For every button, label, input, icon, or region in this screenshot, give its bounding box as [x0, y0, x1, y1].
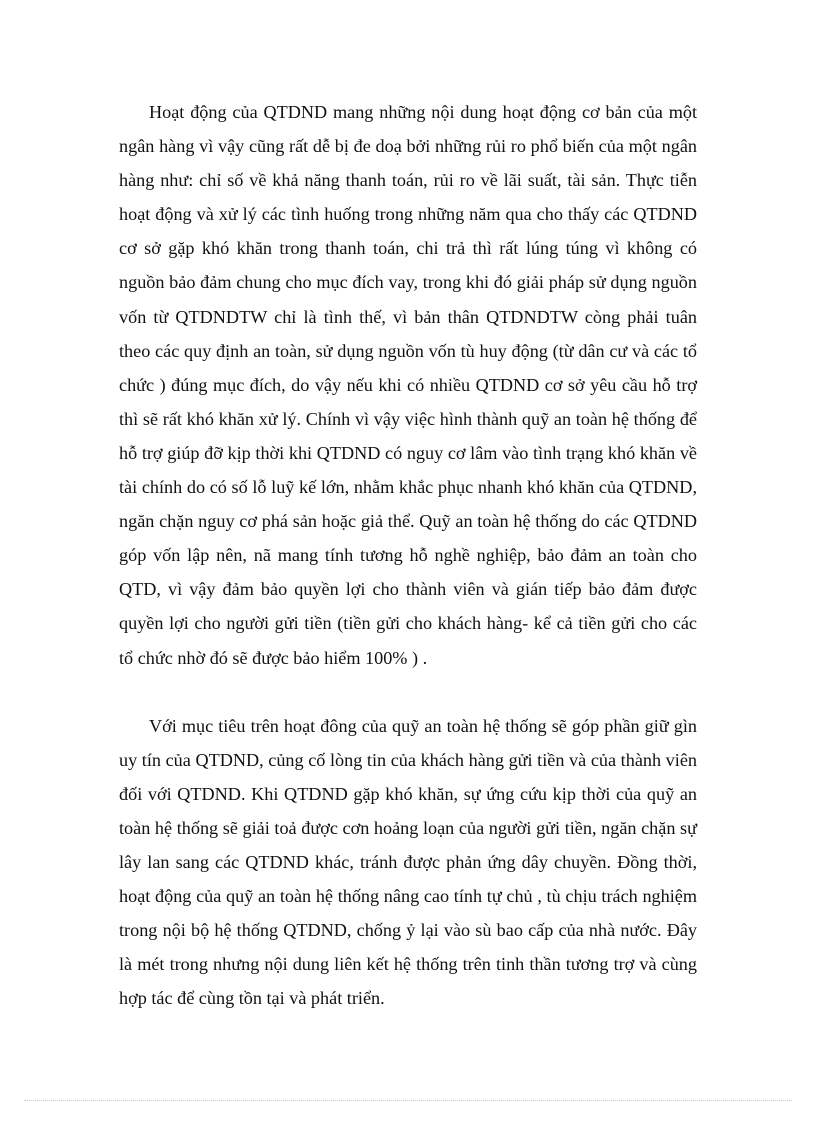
paragraph-1: Hoạt động của QTDND mang những nội dung hoạt động cơ bản của một ngân hàng vì vậy cũng rất dễ bị đe doạ bởi những rủi ro phổ biến của một ngân hàng như: chỉ số về khả năng thanh toán, rủi ro về lãi suất, tài sản. Thực tiễn hoạt động và xử lý các tình huống trong những năm qua cho thấy các QTDND cơ sở gặp khó khăn trong thanh toán, chi trả thì rất lúng túng vì không có nguồn bảo đảm chung cho mục đích vay, trong khi đó giải pháp sử dụng nguồn vốn từ QTDNDTW chỉ là tình thế, vì bản thân QTDNDTW còng phải tuân theo các quy định an toàn, sử dụng nguồn vốn tù huy động (từ dân cư và các tổ chức ) đúng mục đích, do vậy nếu khi có nhiều QTDND cơ sở yêu cầu hỗ trợ thì sẽ rất khó khăn xử lý. Chính vì vậy việc hình thành quỹ an toàn hệ thống để hỗ trợ giúp đỡ kịp thời khi QTDND có nguy cơ lâm vào tình trạng khó khăn về tài chính do có số lỗ luỹ kế lớn, nhằm khắc phục nhanh khó khăn của QTDND, ngăn chặn nguy cơ phá sản hoặc giả thể. Quỹ an toàn hệ thống do các QTDND góp vốn lập nên, nã mang tính tương hỗ nghề nghiệp, bảo đảm an toàn cho QTD, vì vậy đảm bảo quyền lợi cho thành viên và gián tiếp bảo đảm được quyền lợi cho người gửi tiền (tiền gửi cho khách hàng- kể cả tiền gửi cho các tổ chức nhờ đó sẽ được bảo hiểm 100% ) .: [119, 102, 697, 668]
page-bottom-divider: [24, 1100, 792, 1101]
paragraph-2: Với mục tiêu trên hoạt đông của quỹ an toàn hệ thống sẽ góp phần giữ gìn uy tín của QTDND, củng cố lòng tin của khách hàng gửi tiền và của thành viên đối với QTDND. Khi QTDND gặp khó khăn, sự ứng cứu kịp thời của quỹ an toàn hệ thống sẽ giải toả được cơn hoảng loạn của người gửi tiền, ngăn chặn sự lây lan sang các QTDND khác, tránh được phản ứng dây chuyền. Đồng thời, hoạt động của quỹ an toàn hệ thống nâng cao tính tự chủ , tù chịu trách nghiệm trong nội bộ hệ thống QTDND, chống ỷ lại vào sù bao cấp của nhà nước. Đây là mét trong nhưng nội dung liên kết hệ thống trên tinh thần tương trợ và cùng hợp tác để cùng tồn tại và phát triển.: [119, 715, 697, 1009]
document-body: [119, 95, 697, 1015]
paragraph-spacer: [119, 675, 697, 709]
